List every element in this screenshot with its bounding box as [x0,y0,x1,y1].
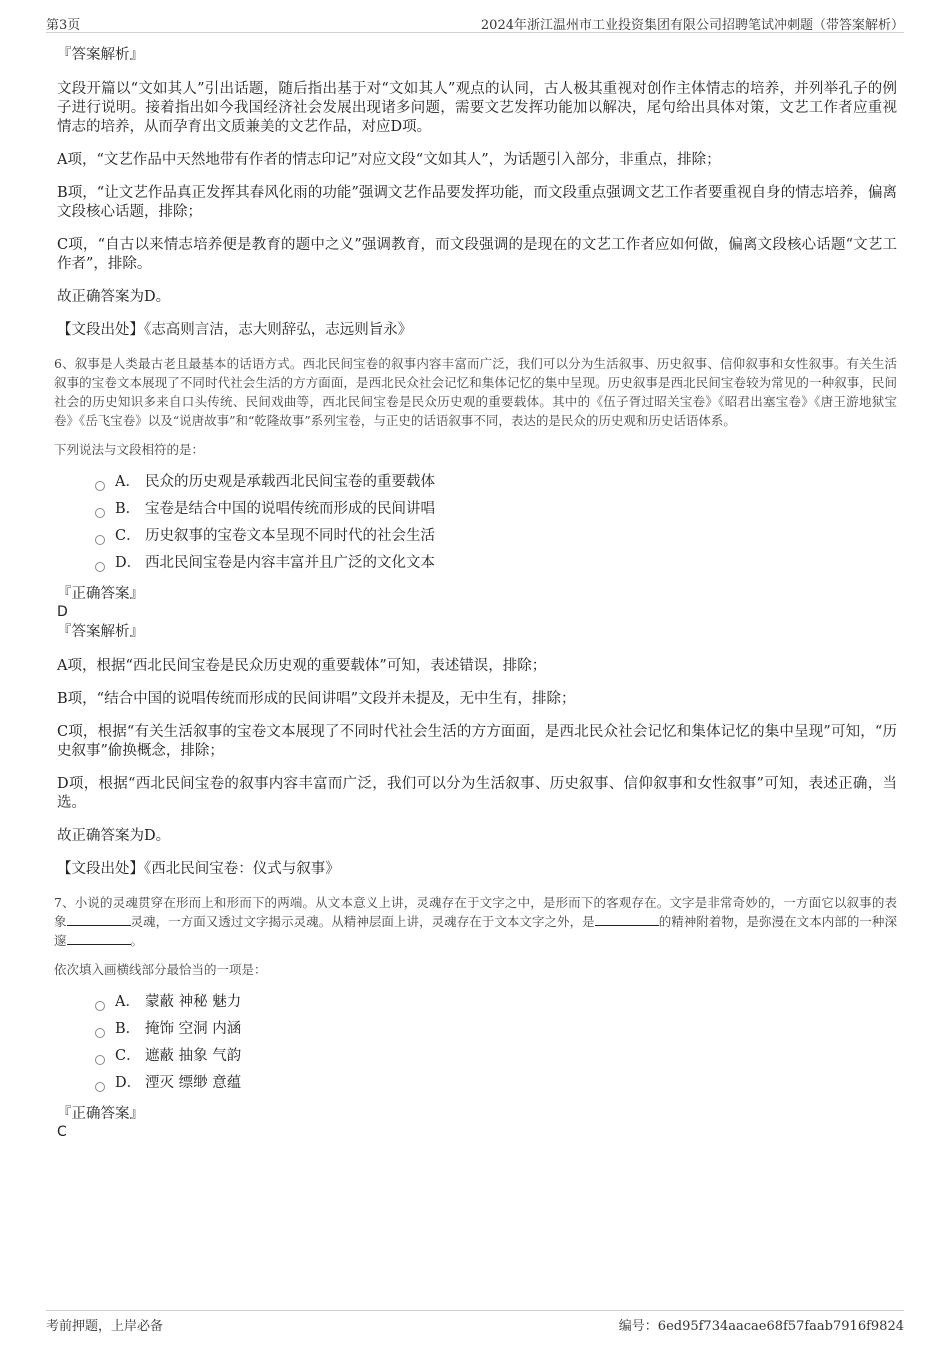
q6-analysis-para: C项，根据“有关生活叙事的宝卷文本展现了不同时代社会生活的方方面面，是西北民众社会记忆和集体记忆的集中呈现”可知，“历史叙事”偷换概念，排除； [57,724,897,759]
q7-passage-part: 灵魂，一方面又透过文字揭示灵魂。从精神层面上讲，灵魂存在于文本文字之外，是 [130,914,595,929]
q6-conclusion: 故正确答案为D。 [57,828,171,844]
q6-source: 【文段出处】《西北民间宝卷：仪式与叙事》 [57,861,340,877]
footer-slogan: 考前押题，上岸必备 [46,1319,164,1334]
page-header [46,14,904,33]
q7-option-d[interactable] [95,1070,897,1097]
q6-analysis-para: A项，根据“西北民间宝卷是民众历史观的重要载体”可知，表述错误，排除； [57,658,547,674]
q7-passage-part: 的精神附着物，是弥漫在文本内部的一种深邃 [54,914,897,948]
option-letter: B． [115,1021,141,1037]
radio-icon[interactable] [95,1082,105,1092]
page-number: 第3页 [46,18,81,33]
option-letter: D． [115,555,142,571]
q6-answer: D [57,604,68,620]
page-content [54,46,897,1143]
q6-analysis-label: 『答案解析』 [57,624,144,640]
q6-option-a[interactable] [95,469,897,496]
option-text: 宝卷是结合中国的说唱传统而形成的民间讲唱 [145,501,435,517]
radio-icon[interactable] [95,562,105,572]
q5-analysis-label: 『答案解析』 [57,47,144,63]
option-text: 民众的历史观是承载西北民间宝卷的重要载体 [145,474,435,490]
option-text: 历史叙事的宝卷文本呈现不同时代的社会生活 [145,528,435,544]
option-letter: C． [115,1048,141,1064]
q7-answer: C [57,1124,67,1140]
radio-icon[interactable] [95,1001,105,1011]
q5-analysis-para: A项，“文艺作品中天然地带有作者的情志印记”对应文段“文如其人”，为话题引入部分，非重点，排除； [57,152,721,168]
q6-option-d[interactable] [95,550,897,577]
q6-question: 下列说法与文段相符的是： [54,442,205,457]
q7-question: 依次填入画横线部分最恰当的一项是： [54,962,267,977]
option-text: 遮蔽 抽象 气韵 [145,1048,242,1064]
q6-options [95,469,897,577]
q5-analysis-para: 文段开篇以“文如其人”引出话题，随后指出基于对“文如其人”观点的认同，古人极其重视对创作主体情志的培养，并列举孔子的例子进行说明。接着指出如今我国经济社会发展出现诸多问题，需要文艺发挥功能加以解决，尾句给出具体对策，文艺工作者应重视情志的培养，从而孕育出文质兼美的文艺作品，对应D项。 [57,81,897,135]
page-footer [46,1310,904,1337]
document-id: 编号：6ed95f734aacae68f57faab7916f9824 [618,1319,904,1334]
q5-conclusion: 故正确答案为D。 [57,289,171,305]
q7-option-c[interactable] [95,1043,897,1070]
fill-blank [67,932,131,945]
q6-analysis-para: B项，“结合中国的说唱传统而形成的民间讲唱”文段并未提及，无中生有，排除； [57,691,576,707]
radio-icon[interactable] [95,535,105,545]
option-text: 掩饰 空洞 内涵 [145,1021,242,1037]
q7-passage-part: 7、小说的灵魂贯穿在形而上和形而下的两端。从文本意义上讲，灵魂存在于文字之中，是形而下的客观存在。文字是非常奇妙的，一方面它以叙事的表象 [54,895,897,929]
radio-icon[interactable] [95,1055,105,1065]
option-text: 蒙蔽 神秘 魅力 [145,994,242,1010]
q7-passage-end: 。 [130,933,144,948]
radio-icon[interactable] [95,481,105,491]
radio-icon[interactable] [95,1028,105,1038]
option-letter: A． [115,474,140,490]
option-letter: D． [115,1075,142,1091]
q7-options [95,989,897,1097]
q6-answer-label: 『正确答案』 [57,586,144,602]
document-title: 2024年浙江温州市工业投资集团有限公司招聘笔试冲刺题（带答案解析） [480,18,904,33]
fill-blank [67,913,131,926]
option-letter: A． [115,994,140,1010]
option-letter: B． [115,501,141,517]
q5-analysis-para: B项，“让文艺作品真正发挥其春风化雨的功能”强调文艺作品要发挥功能，而文段重点强调文艺工作者要重视自身的情志培养，偏离文段核心话题，排除； [57,185,897,220]
q6-analysis-para: D项，根据“西北民间宝卷的叙事内容丰富而广泛，我们可以分为生活叙事、历史叙事、信仰叙事和女性叙事”可知，表述正确，当选。 [57,776,897,811]
option-text: 西北民间宝卷是内容丰富并且广泛的文化文本 [145,555,435,571]
q6-passage: 6、叙事是人类最古老且最基本的话语方式。西北民间宝卷的叙事内容丰富而广泛，我们可以分为生活叙事、历史叙事、信仰叙事和女性叙事。有关生活叙事的宝卷文本展现了不同时代社会生活的方方面面，是西北民众社会记忆和集体记忆的集中呈现。历史叙事是西北民间宝卷较为常见的一种叙事，民间社会的历史知识多来自口头传统、民间戏曲等，西北民间宝卷是民众历史观的重要载体。其中的《伍子胥过昭关宝卷》《昭君出塞宝卷》《唐王游地狱宝卷》《岳飞宝卷》以及“说唐故事”和“乾隆故事”系列宝卷，与正史的话语叙事不同，表达的是民众的历史观和历史话语体系。 [54,356,897,428]
q7-option-b[interactable] [95,1016,897,1043]
q5-source: 【文段出处】《志高则言洁，志大则辞弘，志远则旨永》 [57,322,413,338]
radio-icon[interactable] [95,508,105,518]
fill-blank [595,913,659,926]
q6-option-b[interactable] [95,496,897,523]
q5-analysis-para: C项，“自古以来情志培养便是教育的题中之义”强调教育，而文段强调的是现在的文艺工作者应如何做，偏离文段核心话题“文艺工作者”，排除。 [57,237,897,272]
q6-option-c[interactable] [95,523,897,550]
q7-passage [54,893,897,950]
q7-answer-label: 『正确答案』 [57,1106,144,1122]
q7-option-a[interactable] [95,989,897,1016]
option-letter: C． [115,528,141,544]
option-text: 湮灭 缥缈 意蕴 [145,1075,242,1091]
